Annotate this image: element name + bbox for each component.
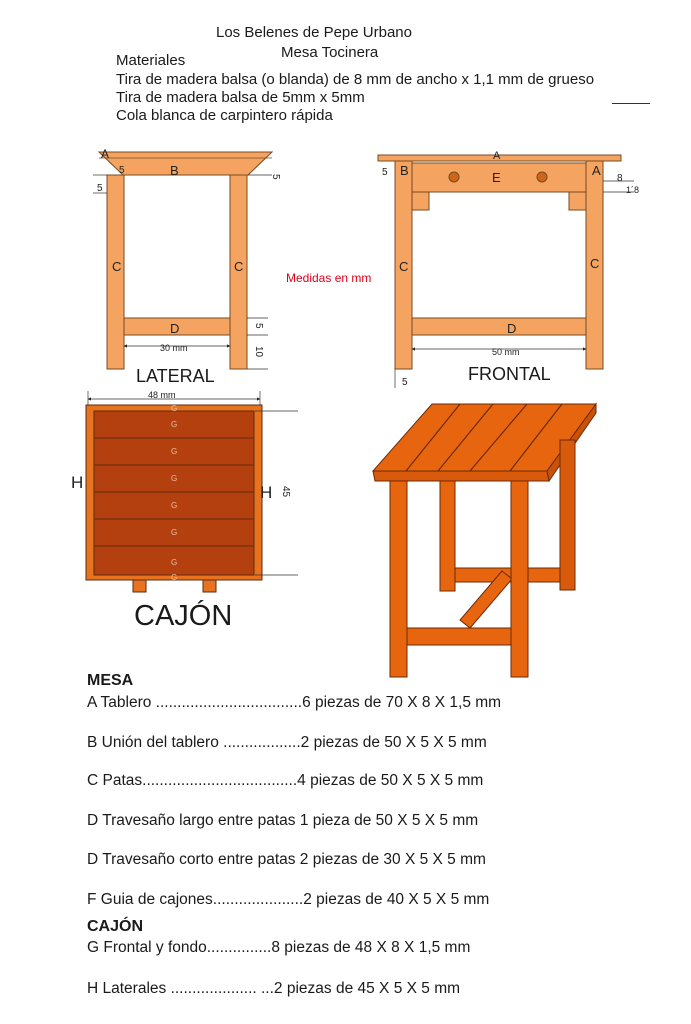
table-leg-back-right (560, 440, 575, 590)
cajon-label-h-right: H (260, 483, 273, 502)
table-top-front-edge (373, 471, 549, 481)
frontal-guide-right (569, 192, 586, 210)
frontal-title: FRONTAL (468, 364, 551, 384)
frontal-guide-left (412, 192, 429, 210)
cajon-dim-height: 45 (280, 486, 291, 498)
lateral-label-c-left: C (112, 259, 122, 274)
table-front-stretcher (407, 628, 511, 645)
mesa-item-f: F Guia de cajones.....................2 piezas de 40 X 5 X 5 mm (87, 891, 490, 908)
measurements-note: Medidas en mm (286, 271, 372, 285)
materials-line-1: Tira de madera balsa (o blanda) de 8 mm de ancho x 1,1 mm de grueso (116, 71, 595, 88)
frontal-crossbar (412, 318, 586, 335)
table-leg-back-left (440, 481, 455, 591)
frontal-dim-right-top: 8 (617, 173, 623, 184)
lateral-label-b: B (170, 163, 179, 178)
cajon-item-h: H Laterales .................... ...2 piezas de 45 X 5 X 5 mm (87, 980, 461, 997)
mesa-item-c: C Patas....................................4 piezas de 50 X 5 X 5 mm (87, 772, 484, 789)
materials-heading: Materiales (116, 52, 186, 69)
lateral-label-c-right: C (234, 259, 244, 274)
lateral-dim-width: 30 mm (160, 343, 188, 353)
cajon-dim-width: 48 mm (148, 390, 176, 400)
lateral-label-d: D (170, 321, 180, 336)
frontal-label-c-left: C (399, 259, 409, 274)
mesa-item-d-long: D Travesaño largo entre patas 1 pieza de 50 X 5 X 5 mm (87, 812, 479, 829)
cajon-title: CAJÓN (134, 600, 233, 632)
page-subtitle: Mesa Tocinera (281, 44, 379, 61)
frontal-label-c-right: C (590, 256, 600, 271)
frontal-label-d: D (507, 321, 517, 336)
cajon-label-h-left: H (71, 473, 84, 492)
frontal-dim-width: 50 mm (492, 347, 520, 357)
frontal-dim-left: 5 (382, 167, 388, 178)
frontal-knob-left (449, 172, 459, 182)
materials-line-2: Tira de madera balsa de 5mm x 5mm (116, 89, 365, 106)
frontal-label-a-top: A (493, 150, 501, 162)
frontal-view (378, 150, 639, 388)
diagram-label: G (171, 528, 178, 537)
mesa-heading: MESA (87, 672, 134, 689)
table-leg-front-right (511, 481, 528, 677)
lateral-dim-bottom: 10 (253, 346, 264, 358)
frontal-label-a-right: A (592, 163, 601, 178)
lateral-dim-top-left: 5 (119, 165, 125, 176)
cajon-heading: CAJÓN (87, 918, 144, 935)
lateral-dim-side: 5 (97, 183, 103, 194)
cajon-foot-left (133, 580, 146, 592)
lateral-title: LATERAL (136, 366, 215, 386)
page-title: Los Belenes de Pepe Urbano (216, 24, 412, 41)
diagram-label: G (171, 558, 178, 567)
diagram-label: G (171, 474, 178, 483)
lateral-dim-d-height: 5 (253, 323, 264, 329)
lateral-label-a: A (101, 147, 110, 161)
diagram-label: G (171, 420, 178, 429)
diagram-label: G (171, 447, 178, 456)
materials-line-3: Cola blanca de carpintero rápida (116, 107, 333, 124)
diagram-label: G (171, 573, 178, 582)
diagram-label: G (171, 404, 178, 413)
mesa-item-d-short: D Travesaño corto entre patas 2 piezas de 30 X 5 X 5 mm (87, 851, 486, 868)
table-leg-front-left (390, 481, 407, 677)
cajon-item-g: G Frontal y fondo...............8 piezas de 48 X 8 X 1,5 mm (87, 939, 471, 956)
diagram-label: G (171, 501, 178, 510)
perspective-table (373, 404, 596, 677)
frontal-label-b: B (400, 163, 409, 178)
cajon-view (71, 390, 298, 592)
lateral-view (93, 147, 281, 369)
cajon-foot-right (203, 580, 216, 592)
lateral-dim-top-right: 5 (270, 174, 281, 180)
frontal-label-e: E (492, 170, 501, 185)
frontal-dim-bottom: 5 (402, 377, 408, 388)
frontal-dim-right-small: 1´8 (626, 185, 640, 195)
cajon-front (94, 411, 254, 575)
mesa-item-b: B Unión del tablero ..................2 piezas de 50 X 5 X 5 mm (87, 734, 487, 751)
mesa-item-a: A Tablero ..................................6 piezas de 70 X 8 X 1,5 mm (87, 694, 502, 711)
lateral-tabletop (99, 152, 272, 175)
frontal-knob-right (537, 172, 547, 182)
